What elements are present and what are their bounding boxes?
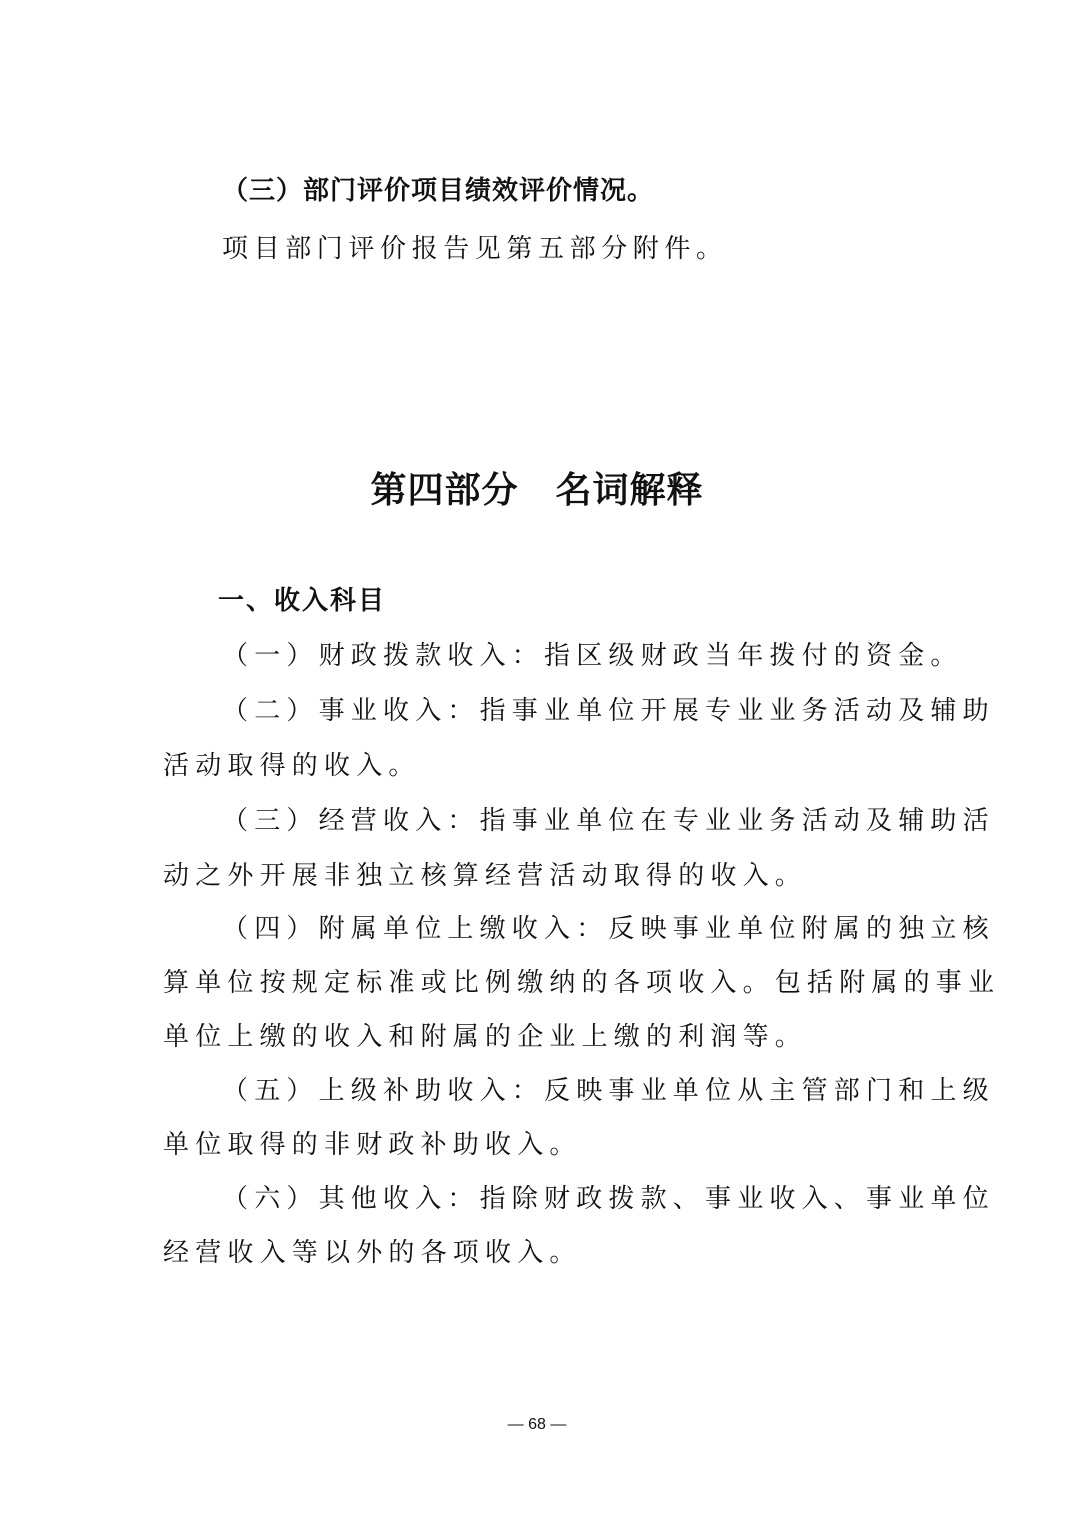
income-line-7: 算单位按规定标准或比例缴纳的各项收入。包括附属的事业 [163, 968, 1001, 998]
part-4-title: 第四部分 名词解释 [370, 470, 704, 511]
income-line-10: 单位取得的非财政补助收入。 [163, 1130, 582, 1160]
income-line-1: （一）财政拨款收入：指区级财政当年拨付的资金。 [222, 641, 963, 671]
income-line-6: （四）附属单位上缴收入：反映事业单位附属的独立核 [222, 914, 995, 944]
income-line-2: （二）事业收入：指事业单位开展专业业务活动及辅助 [222, 696, 995, 726]
income-line-4: （三）经营收入：指事业单位在专业业务活动及辅助活 [222, 806, 995, 836]
income-section-heading: 一、收入科目 [218, 586, 387, 616]
income-line-5: 动之外开展非独立核算经营活动取得的收入。 [163, 861, 808, 891]
page-number: — 68 — [507, 1416, 567, 1433]
income-line-8: 单位上缴的收入和附属的企业上缴的利润等。 [163, 1022, 808, 1052]
income-line-9: （五）上级补助收入：反映事业单位从主管部门和上级 [222, 1076, 995, 1106]
income-line-11: （六）其他收入：指除财政拨款、事业收入、事业单位 [222, 1184, 995, 1214]
income-line-12: 经营收入等以外的各项收入。 [163, 1238, 582, 1268]
section-3-heading: （三）部门评价项目绩效评价情况。 [222, 176, 655, 206]
section-3-text: 项目部门评价报告见第五部分附件。 [222, 234, 728, 264]
income-line-3: 活动取得的收入。 [163, 751, 421, 781]
